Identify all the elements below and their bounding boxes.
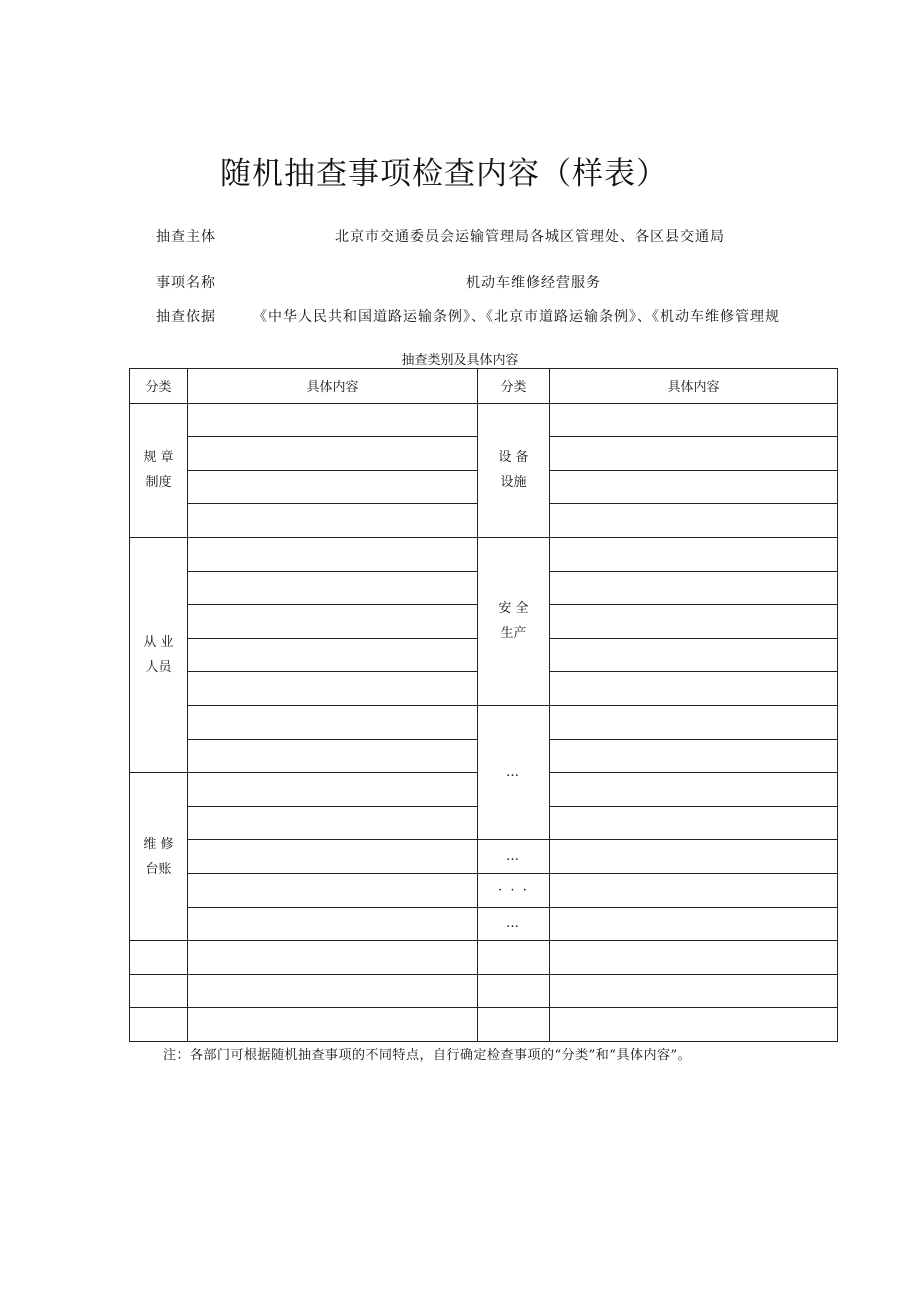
basis-label: 抽查依据 <box>156 309 216 325</box>
content-cell[interactable] <box>550 840 838 874</box>
content-cell[interactable] <box>188 638 478 672</box>
content-cell[interactable] <box>550 907 838 941</box>
inspection-table <box>129 368 838 1042</box>
category-line: 规 章 <box>143 450 174 466</box>
table-row <box>130 907 838 941</box>
content-cell[interactable] <box>550 705 838 739</box>
item-value: 机动车维修经营服务 <box>466 275 601 291</box>
header-content-left: 具体内容 <box>188 369 478 404</box>
content-cell[interactable] <box>188 739 478 773</box>
header-content-right: 具体内容 <box>550 369 838 404</box>
content-cell[interactable] <box>550 605 838 639</box>
header-category-right: 分类 <box>478 369 550 404</box>
content-cell[interactable] <box>188 907 478 941</box>
content-cell[interactable] <box>550 672 838 706</box>
content-cell[interactable] <box>188 403 478 437</box>
content-cell[interactable] <box>550 773 838 807</box>
table-row <box>130 403 838 437</box>
category-ellipsis: … <box>478 705 550 839</box>
category-cell[interactable] <box>130 941 188 975</box>
content-cell[interactable] <box>550 873 838 907</box>
category-line: 设 备 <box>498 450 529 466</box>
category-cell[interactable] <box>478 974 550 1008</box>
header-category-left: 分类 <box>130 369 188 404</box>
item-label: 事项名称 <box>156 275 216 291</box>
document-title: 随机抽查事项检查内容（样表） <box>220 156 668 192</box>
content-cell[interactable] <box>188 1008 478 1042</box>
category-ellipsis: · · · <box>478 873 550 907</box>
content-cell[interactable] <box>188 705 478 739</box>
content-cell[interactable] <box>188 806 478 840</box>
category-cell[interactable] <box>130 974 188 1008</box>
table-row <box>130 1008 838 1042</box>
content-cell[interactable] <box>188 571 478 605</box>
content-cell[interactable] <box>550 638 838 672</box>
table-header-row <box>130 369 838 404</box>
content-cell[interactable] <box>188 537 478 571</box>
category-rules <box>130 403 188 537</box>
category-repair-ledger <box>130 773 188 941</box>
content-cell[interactable] <box>550 537 838 571</box>
content-cell[interactable] <box>188 773 478 807</box>
category-line: 维 修 <box>143 836 174 852</box>
content-cell[interactable] <box>550 504 838 538</box>
content-cell[interactable] <box>188 605 478 639</box>
content-cell[interactable] <box>188 672 478 706</box>
content-cell[interactable] <box>550 403 838 437</box>
subject-label: 抽查主体 <box>156 229 216 245</box>
category-cell[interactable] <box>478 1008 550 1042</box>
category-line: 生产 <box>500 626 527 642</box>
content-cell[interactable] <box>550 739 838 773</box>
category-line: 安 全 <box>498 601 529 617</box>
table-row <box>130 705 838 739</box>
footnote: 注：各部门可根据随机抽查事项的不同特点，自行确定检查事项的“分类”和“具体内容”。 <box>163 1048 692 1063</box>
table-row <box>130 974 838 1008</box>
content-cell[interactable] <box>188 840 478 874</box>
content-cell[interactable] <box>188 470 478 504</box>
category-staff <box>130 537 188 772</box>
category-line: 人员 <box>145 660 172 676</box>
table-row <box>130 873 838 907</box>
category-equipment <box>478 403 550 537</box>
subject-value: 北京市交通委员会运输管理局各城区管理处、各区县交通局 <box>335 229 725 245</box>
category-cell[interactable] <box>130 1008 188 1042</box>
content-cell[interactable] <box>550 437 838 471</box>
category-safety <box>478 537 550 705</box>
content-cell[interactable] <box>188 941 478 975</box>
content-cell[interactable] <box>188 437 478 471</box>
category-line: 从 业 <box>143 635 174 651</box>
category-ellipsis: … <box>478 840 550 874</box>
basis-value: 《中华人民共和国道路运输条例》、《北京市道路运输条例》、《机动车维修管理规 <box>253 309 780 325</box>
content-cell[interactable] <box>188 873 478 907</box>
content-cell[interactable] <box>550 1008 838 1042</box>
content-cell[interactable] <box>550 806 838 840</box>
category-line: 制度 <box>145 475 172 491</box>
table-row <box>130 537 838 571</box>
category-ellipsis: … <box>478 907 550 941</box>
table-row <box>130 840 838 874</box>
table-caption: 抽查类别及具体内容 <box>401 353 519 368</box>
category-line: 设施 <box>500 475 527 491</box>
content-cell[interactable] <box>550 571 838 605</box>
content-cell[interactable] <box>550 974 838 1008</box>
category-cell[interactable] <box>478 941 550 975</box>
content-cell[interactable] <box>188 504 478 538</box>
content-cell[interactable] <box>188 974 478 1008</box>
table-row <box>130 941 838 975</box>
content-cell[interactable] <box>550 941 838 975</box>
category-line: 台账 <box>145 861 172 877</box>
content-cell[interactable] <box>550 470 838 504</box>
